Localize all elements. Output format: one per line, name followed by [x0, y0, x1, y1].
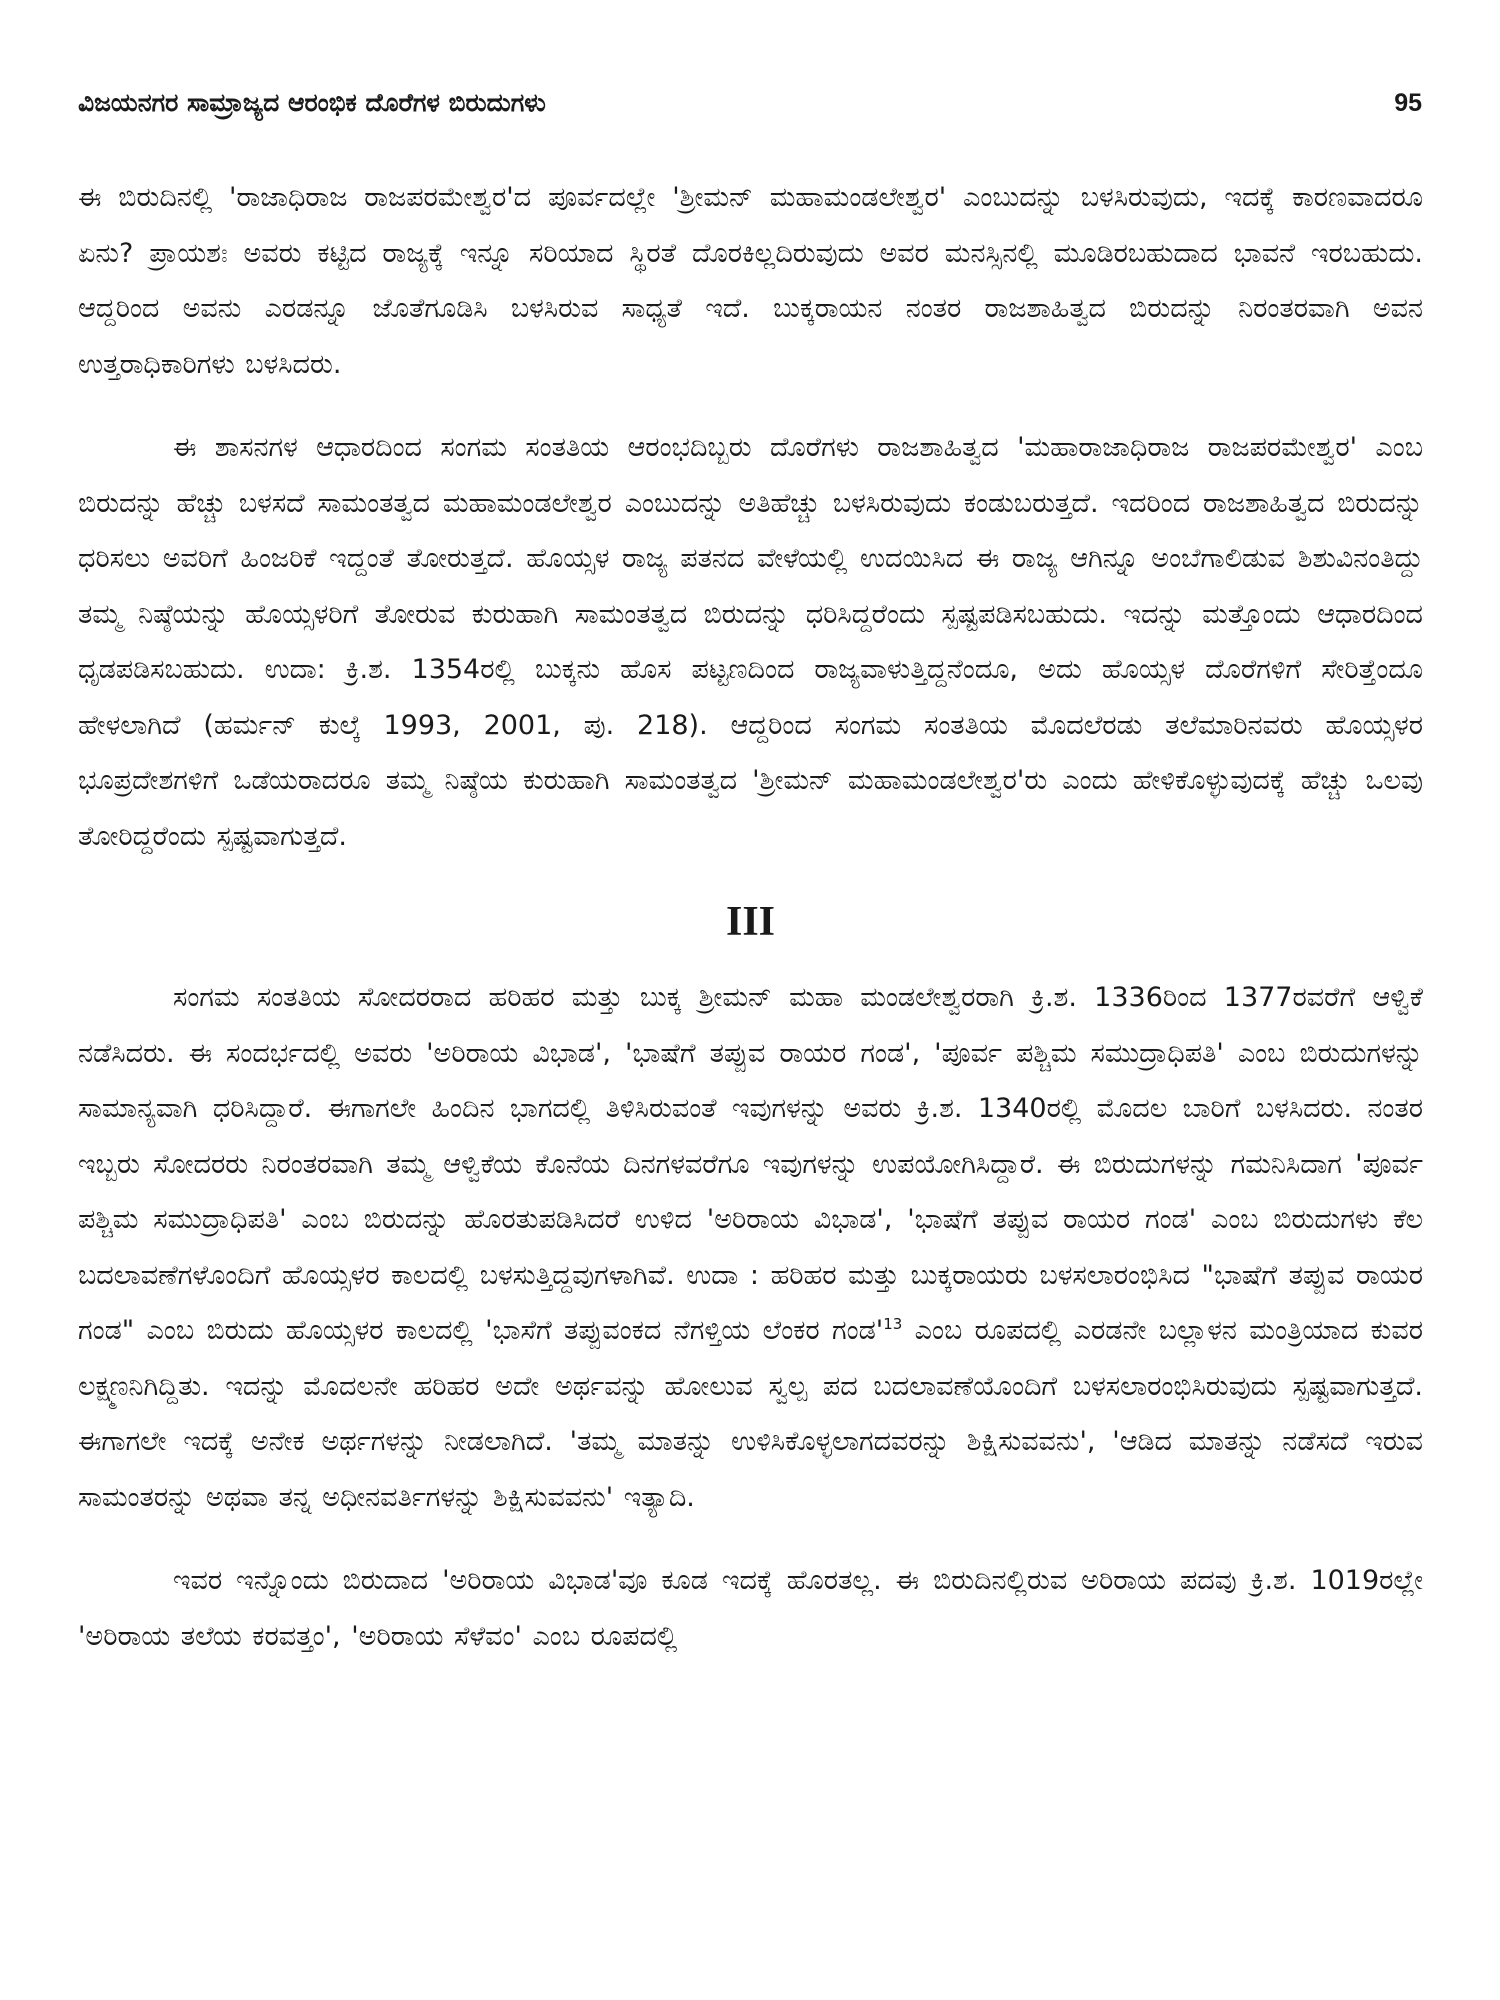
paragraph-text: ಎಂಬ ರೂಪದಲ್ಲಿ ಎರಡನೇ ಬಲ್ಲಾಳನ ಮಂತ್ರಿಯಾದ ಕುವರ ಲಕ್ಷ್ಮಣನಿಗಿದ್ದಿತು. ಇದನ್ನು ಮೊದಲನೇ ಹರಿಹರ ಅದೇ ಅರ್ಥವನ್ನು ಹೋಲುವ ಸ್ವಲ್ಪ ಪದ ಬದಲಾವಣೆಯೊಂದಿಗೆ ಬಳಸಲಾರಂಭಿಸಿರುವುದು ಸ್ಪಷ್ಟವಾಗುತ್ತದೆ. ಈಗಾಗಲೇ ಇದಕ್ಕೆ ಅನೇಕ ಅರ್ಥಗಳನ್ನು ನೀಡಲಾಗಿದೆ. 'ತಮ್ಮ ಮಾತನ್ನು ಉಳಿಸಿಕೊಳ್ಳಲಾಗದವರನ್ನು ಶಿಕ್ಷಿಸುವವನು', 'ಆಡಿದ ಮಾತನ್ನು ನಡೆಸದೆ ಇರುವ ಸಾಮಂತರನ್ನು ಅಥವಾ ತನ್ನ ಅಧೀನವರ್ತಿಗಳನ್ನು ಶಿಕ್ಷಿಸುವವನು' ಇತ್ಯಾದಿ. [78, 1315, 1423, 1513]
paragraph: ಇವರ ಇನ್ನೊಂದು ಬಿರುದಾದ 'ಅರಿರಾಯ ವಿಭಾಡ'ವೂ ಕೂಡ ಇದಕ್ಕೆ ಹೊರತಲ್ಲ. ಈ ಬಿರುದಿನಲ್ಲಿರುವ ಅರಿರಾಯ ಪದವು ಕ್ರಿ.ಶ. 1019ರಲ್ಲೇ 'ಅರಿರಾಯ ತಲೆಯ ಕರವತ್ತಂ', 'ಅರಿರಾಯ ಸೆಳೆವಂ' ಎಂಬ ರೂಪದಲ್ಲಿ [78, 1565, 1423, 1652]
running-header [78, 88, 1422, 128]
paragraph: ಈ ಬಿರುದಿನಲ್ಲಿ 'ರಾಜಾಧಿರಾಜ ರಾಜಪರಮೇಶ್ವರ'ದ ಪೂರ್ವದಲ್ಲೇ 'ಶ್ರೀಮನ್ ಮಹಾಮಂಡಲೇಶ್ವರ' ಎಂಬುದನ್ನು ಬಳಸಿರುವುದು, ಇದಕ್ಕೆ ಕಾರಣವಾದರೂ ಏನು? ಪ್ರಾಯಶಃ ಅವರು ಕಟ್ಟಿದ ರಾಜ್ಯಕ್ಕೆ ಇನ್ನೂ ಸರಿಯಾದ ಸ್ಥಿರತೆ ದೊರಕಿಲ್ಲದಿರುವುದು ಅವರ ಮನಸ್ಸಿನಲ್ಲಿ ಮೂಡಿರಬಹುದಾದ ಭಾವನೆ ಇರಬಹುದು. ಆದ್ದರಿಂದ ಅವನು ಎರಡನ್ನೂ ಜೊತೆಗೂಡಿಸಿ ಬಳಸಿರುವ ಸಾಧ್ಯತೆ ಇದೆ. ಬುಕ್ಕರಾಯನ ನಂತರ ರಾಜಶಾಹಿತ್ವದ ಬಿರುದನ್ನು ನಿರಂತರವಾಗಿ ಅವನ ಉತ್ತರಾಧಿಕಾರಿಗಳು ಬಳಸಿದರು. [78, 182, 1423, 380]
running-title: ವಿಜಯನಗರ ಸಾಮ್ರಾಜ್ಯದ ಆರಂಭಿಕ ದೊರೆಗಳ ಬಿರುದುಗಳು [78, 88, 546, 117]
paragraph: ಈ ಶಾಸನಗಳ ಆಧಾರದಿಂದ ಸಂಗಮ ಸಂತತಿಯ ಆರಂಭದಿಬ್ಬರು ದೊರೆಗಳು ರಾಜಶಾಹಿತ್ವದ 'ಮಹಾರಾಜಾಧಿರಾಜ ರಾಜಪರಮೇಶ್ವರ' ಎಂಬ ಬಿರುದನ್ನು ಹೆಚ್ಚು ಬಳಸದೆ ಸಾಮಂತತ್ವದ ಮಹಾಮಂಡಲೇಶ್ವರ ಎಂಬುದನ್ನು ಅತಿಹೆಚ್ಚು ಬಳಸಿರುವುದು ಕಂಡುಬರುತ್ತದೆ. ಇದರಿಂದ ರಾಜಶಾಹಿತ್ವದ ಬಿರುದನ್ನು ಧರಿಸಲು ಅವರಿಗೆ ಹಿಂಜರಿಕೆ ಇದ್ದಂತೆ ತೋರುತ್ತದೆ. ಹೊಯ್ಸಳ ರಾಜ್ಯ ಪತನದ ವೇಳೆಯಲ್ಲಿ ಉದಯಿಸಿದ ಈ ರಾಜ್ಯ ಆಗಿನ್ನೂ ಅಂಬೆಗಾಲಿಡುವ ಶಿಶುವಿನಂತಿದ್ದು ತಮ್ಮ ನಿಷ್ಠೆಯನ್ನು ಹೊಯ್ಸಳರಿಗೆ ತೋರುವ ಕುರುಹಾಗಿ ಸಾಮಂತತ್ವದ ಬಿರುದನ್ನು ಧರಿಸಿದ್ದರೆಂದು ಸ್ಪಷ್ಟಪಡಿಸಬಹುದು. ಇದನ್ನು ಮತ್ತೊಂದು ಆಧಾರದಿಂದ ಧೃಡಪಡಿಸಬಹುದು. ಉದಾ: ಕ್ರಿ.ಶ. 1354ರಲ್ಲಿ ಬುಕ್ಕನು ಹೊಸ ಪಟ್ಟಣದಿಂದ ರಾಜ್ಯವಾಳುತ್ತಿದ್ದನೆಂದೂ, ಅದು ಹೊಯ್ಸಳ ದೊರೆಗಳಿಗೆ ಸೇರಿತ್ತೆಂದೂ ಹೇಳಲಾಗಿದೆ (ಹರ್ಮನ್ ಕುಲ್ಕೆ 1993, 2001, ಪು. 218). ಆದ್ದರಿಂದ ಸಂಗಮ ಸಂತತಿಯ ಮೊದಲೆರಡು ತಲೆಮಾರಿನವರು ಹೊಯ್ಸಳರ ಭೂಪ್ರದೇಶಗಳಿಗೆ ಒಡೆಯರಾದರೂ ತಮ್ಮ ನಿಷ್ಠೆಯ ಕುರುಹಾಗಿ ಸಾಮಂತತ್ವದ 'ಶ್ರೀಮನ್ ಮಹಾಮಂಡಲೇಶ್ವರ'ರು ಎಂದು ಹೇಳಿಕೊಳ್ಳುವುದಕ್ಕೆ ಹೆಚ್ಚು ಒಲವು ತೋರಿದ್ದರೆಂದು ಸ್ಪಷ್ಟವಾಗುತ್ತದೆ. [78, 432, 1423, 852]
page-number: 95 [1394, 89, 1422, 117]
body-text [78, 170, 1423, 1692]
paragraph [78, 970, 1423, 1525]
section-heading: III [725, 899, 776, 945]
paragraph-text: ಸಂಗಮ ಸಂತತಿಯ ಸೋದರರಾದ ಹರಿಹರ ಮತ್ತು ಬುಕ್ಕ ಶ್ರೀಮನ್ ಮಹಾ ಮಂಡಲೇಶ್ವರರಾಗಿ ಕ್ರಿ.ಶ. 1336ರಿಂದ 1377ರವರೆಗೆ ಆಳ್ವಿಕೆ ನಡೆಸಿದರು. ಈ ಸಂದರ್ಭದಲ್ಲಿ ಅವರು 'ಅರಿರಾಯ ವಿಭಾಡ', 'ಭಾಷೆಗೆ ತಪ್ಪುವ ರಾಯರ ಗಂಡ', 'ಪೂರ್ವ ಪಶ್ಚಿಮ ಸಮುದ್ರಾಧಿಪತಿ' ಎಂಬ ಬಿರುದುಗಳನ್ನು ಸಾಮಾನ್ಯವಾಗಿ ಧರಿಸಿದ್ದಾರೆ. ಈಗಾಗಲೇ ಹಿಂದಿನ ಭಾಗದಲ್ಲಿ ತಿಳಿಸಿರುವಂತೆ ಇವುಗಳನ್ನು ಅವರು ಕ್ರಿ.ಶ. 1340ರಲ್ಲಿ ಮೊದಲ ಬಾರಿಗೆ ಬಳಸಿದರು. ನಂತರ ಇಬ್ಬರು ಸೋದರರು ನಿರಂತರವಾಗಿ ತಮ್ಮ ಆಳ್ವಿಕೆಯ ಕೊನೆಯ ದಿನಗಳವರೆಗೂ ಇವುಗಳನ್ನು ಉಪಯೋಗಿಸಿದ್ದಾರೆ. ಈ ಬಿರುದುಗಳನ್ನು ಗಮನಿಸಿದಾಗ 'ಪೂರ್ವ ಪಶ್ಚಿಮ ಸಮುದ್ರಾಧಿಪತಿ' ಎಂಬ ಬಿರುದನ್ನು ಹೊರತುಪಡಿಸಿದರೆ ಉಳಿದ 'ಅರಿರಾಯ ವಿಭಾಡ', 'ಭಾಷೆಗೆ ತಪ್ಪುವ ರಾಯರ ಗಂಡ' ಎಂಬ ಬಿರುದುಗಳು ಕೆಲ ಬದಲಾವಣೆಗಳೊಂದಿಗೆ ಹೊಯ್ಸಳರ ಕಾಲದಲ್ಲಿ ಬಳಸುತ್ತಿದ್ದವುಗಳಾಗಿವೆ. ಉದಾ : ಹರಿಹರ ಮತ್ತು ಬುಕ್ಕರಾಯರು ಬಳಸಲಾರಂಭಿಸಿದ "ಭಾಷೆಗೆ ತಪ್ಪುವ ರಾಯರ ಗಂಡ" ಎಂಬ ಬಿರುದು ಹೊಯ್ಸಳರ ಕಾಲದಲ್ಲಿ 'ಭಾಸೆಗೆ ತಪ್ಪುವಂಕದ ನೆಗಳ್ತಿಯ ಲೆಂಕರ ಗಂಡ' [78, 982, 1423, 1346]
footnote-marker: 13 [883, 1315, 903, 1333]
